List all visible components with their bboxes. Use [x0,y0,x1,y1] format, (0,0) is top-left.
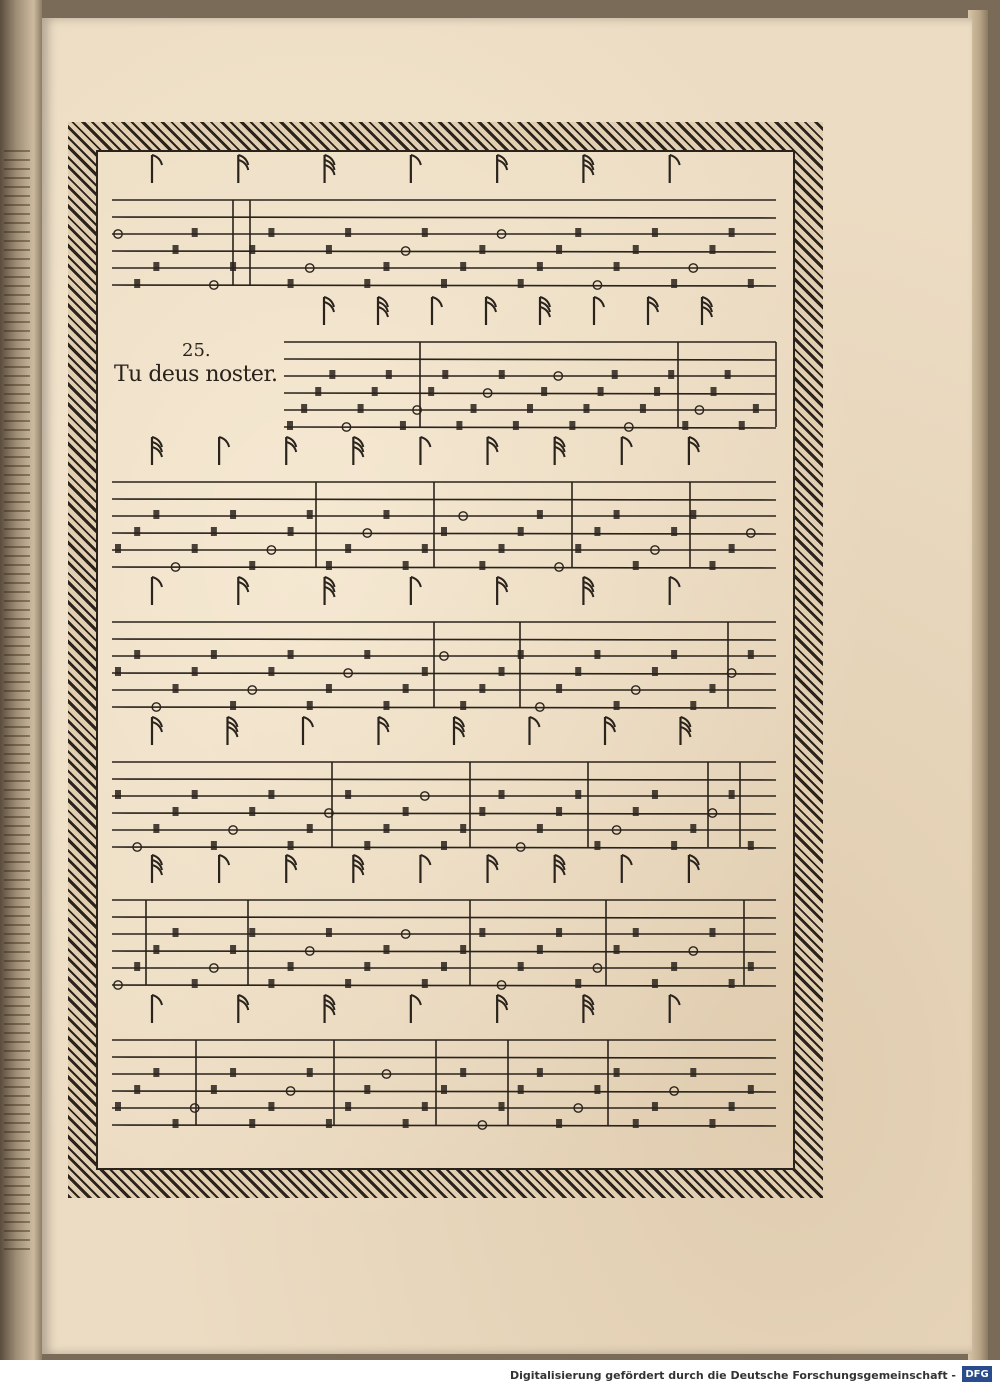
fret-mark [386,370,392,379]
fret-mark [301,404,307,413]
fret-mark [249,1119,255,1128]
staff-line [112,917,776,918]
fret-mark [575,979,581,988]
fret-mark [345,979,351,988]
fret-mark [383,510,389,519]
fret-mark [173,684,179,693]
fret-mark [460,701,466,710]
fret-mark [739,421,745,430]
fret-mark [556,807,562,816]
fret-mark [329,370,335,379]
fret-mark [211,1085,217,1094]
staff-line [284,359,776,360]
fret-mark [422,979,428,988]
fret-mark [671,841,677,850]
fret-mark [383,824,389,833]
rhythm-flag [530,717,540,727]
fret-mark [479,561,485,570]
fret-mark [652,790,658,799]
fret-mark [652,228,658,237]
fret-mark [594,650,600,659]
fret-mark [690,510,696,519]
fret-mark [460,824,466,833]
fret-mark [575,790,581,799]
fret-mark [173,1119,179,1128]
rhythm-flag [152,155,162,165]
fret-mark [753,404,759,413]
fret-mark [115,790,121,799]
fret-mark [575,544,581,553]
fret-mark [671,279,677,288]
fret-mark [115,544,121,553]
fret-mark [479,928,485,937]
fret-mark [690,824,696,833]
fret-mark [654,387,660,396]
fret-mark [460,945,466,954]
fret-mark [192,667,198,676]
fret-mark [326,1119,332,1128]
fret-mark [173,245,179,254]
fret-mark [230,945,236,954]
fret-mark [364,962,370,971]
fret-mark [307,1068,313,1077]
fret-mark [537,824,543,833]
staff-line [112,1057,776,1058]
staff-line [112,639,776,640]
fret-mark [153,824,159,833]
fret-mark [537,945,543,954]
rhythm-flag [670,155,680,165]
fret-mark [612,370,618,379]
fret-mark [249,807,255,816]
fret-mark [594,1085,600,1094]
dfg-logo: DFG [962,1366,992,1382]
fret-mark [403,561,409,570]
fret-mark [640,404,646,413]
fret-mark [268,790,274,799]
fret-mark [326,561,332,570]
fret-mark [575,667,581,676]
fret-mark [541,387,547,396]
fret-mark [326,684,332,693]
fret-mark [729,790,735,799]
fret-mark [518,527,524,536]
fret-mark [456,421,462,430]
fret-mark [729,1102,735,1111]
rhythm-flag [411,155,421,165]
fret-mark [614,262,620,271]
fret-mark [671,527,677,536]
rhythm-flag [670,995,680,1005]
fret-mark [326,928,332,937]
rhythm-flag [219,855,229,865]
fret-mark [173,928,179,937]
rhythm-flag [152,577,162,587]
staff-line [112,217,776,218]
piece-number: 25. [182,340,211,361]
fret-mark [518,650,524,659]
staff-line [112,567,776,568]
fret-mark [211,841,217,850]
fret-mark [428,387,434,396]
fret-mark [441,841,447,850]
fret-mark [364,841,370,850]
fret-mark [134,527,140,536]
staff-line [284,427,776,428]
fret-mark [364,1085,370,1094]
fret-mark [709,245,715,254]
rhythm-flag [303,717,313,727]
fret-mark [192,228,198,237]
fret-mark [633,928,639,937]
fret-mark [173,807,179,816]
fret-mark [153,262,159,271]
fret-mark [748,650,754,659]
rhythm-flag [420,437,430,447]
fret-mark [709,1119,715,1128]
fret-mark [518,279,524,288]
fret-mark [134,962,140,971]
fret-mark [249,561,255,570]
fret-mark [287,421,293,430]
fret-mark [729,979,735,988]
fret-mark [633,245,639,254]
fret-mark [518,1085,524,1094]
fret-mark [288,650,294,659]
fret-mark [192,544,198,553]
fret-mark [614,701,620,710]
rhythm-flag [670,577,680,587]
fret-mark [211,650,217,659]
staff-line [112,779,776,780]
fret-mark [249,928,255,937]
fret-mark [315,387,321,396]
fret-mark [230,510,236,519]
fret-mark [633,807,639,816]
staff-line [112,673,776,674]
fret-mark [268,228,274,237]
fret-mark [537,510,543,519]
fret-mark [307,510,313,519]
fret-mark [652,667,658,676]
rhythm-flag [432,297,442,307]
fret-mark [441,962,447,971]
fret-mark [403,684,409,693]
fret-mark [690,1068,696,1077]
fret-mark [249,245,255,254]
fret-mark [115,667,121,676]
fret-mark [358,404,364,413]
rhythm-flag [152,995,162,1005]
fret-mark [422,667,428,676]
fret-mark [583,404,589,413]
fret-mark [682,421,688,430]
fret-mark [729,228,735,237]
fret-mark [326,245,332,254]
staff-line [112,251,776,252]
fret-mark [499,790,505,799]
fret-mark [537,1068,543,1077]
fret-mark [709,928,715,937]
fret-mark [153,510,159,519]
fret-mark [134,650,140,659]
fret-mark [690,701,696,710]
fret-mark [441,279,447,288]
fret-mark [556,684,562,693]
fret-mark [268,1102,274,1111]
rhythm-flag [622,437,632,447]
footer-credit: Digitalisierung gefördert durch die Deutsche Forschungsgemeinschaft - [509,1369,956,1382]
fret-mark [442,370,448,379]
staff-line [112,985,776,986]
fret-mark [668,370,674,379]
fret-mark [372,387,378,396]
fret-mark [422,1102,428,1111]
fret-mark [345,228,351,237]
fret-mark [345,1102,351,1111]
fret-mark [211,527,217,536]
fret-mark [556,1119,562,1128]
staff-line [112,707,776,708]
rhythm-flag [411,577,421,587]
fret-mark [729,544,735,553]
fret-mark [518,962,524,971]
fret-mark [288,279,294,288]
fret-mark [652,979,658,988]
fret-mark [499,544,505,553]
fret-mark [288,841,294,850]
rhythm-flag [420,855,430,865]
fret-mark [230,701,236,710]
fret-mark [499,370,505,379]
fret-mark [709,561,715,570]
fret-mark [403,1119,409,1128]
open-string-mark [689,947,697,955]
open-string-mark [747,529,755,537]
fret-mark [671,962,677,971]
fret-mark [345,790,351,799]
fret-mark [499,667,505,676]
fret-mark [537,262,543,271]
fret-mark [400,421,406,430]
fret-mark [471,404,477,413]
fret-mark [192,979,198,988]
fret-mark [499,1102,505,1111]
fret-mark [383,262,389,271]
fret-mark [556,245,562,254]
fret-mark [268,979,274,988]
fret-mark [748,962,754,971]
fret-mark [513,421,519,430]
fret-mark [748,841,754,850]
open-string-mark [670,1087,678,1095]
fret-mark [527,404,533,413]
rhythm-flag [594,297,604,307]
fret-mark [115,1102,121,1111]
fret-mark [479,807,485,816]
fret-mark [569,421,575,430]
fret-mark [748,1085,754,1094]
fret-mark [192,790,198,799]
fret-mark [364,650,370,659]
fret-mark [230,262,236,271]
fret-mark [403,807,409,816]
open-string-mark [708,809,716,817]
fret-mark [422,228,428,237]
fret-mark [134,279,140,288]
fret-mark [268,667,274,676]
rhythm-flag [622,855,632,865]
fret-mark [288,527,294,536]
fret-mark [575,228,581,237]
fret-mark [652,1102,658,1111]
fret-mark [460,1068,466,1077]
fret-mark [614,1068,620,1077]
staff-line [112,951,776,952]
fret-mark [460,262,466,271]
staff-line [284,393,776,394]
fret-mark [725,370,731,379]
fret-mark [556,928,562,937]
staff-line [112,1125,776,1126]
fret-mark [614,945,620,954]
fret-mark [594,841,600,850]
fret-mark [383,701,389,710]
rhythm-flag [219,437,229,447]
fret-mark [479,245,485,254]
fret-mark [153,945,159,954]
fret-mark [709,684,715,693]
fret-mark [614,510,620,519]
fret-mark [383,945,389,954]
fret-mark [441,1085,447,1094]
fret-mark [230,1068,236,1077]
fret-mark [134,1085,140,1094]
rhythm-flag [411,995,421,1005]
fret-mark [633,561,639,570]
fret-mark [422,544,428,553]
fret-mark [307,701,313,710]
fret-mark [479,684,485,693]
fret-mark [345,544,351,553]
fret-mark [288,962,294,971]
fret-mark [153,1068,159,1077]
fret-mark [598,387,604,396]
fret-mark [364,279,370,288]
staff-line [112,499,776,500]
fret-mark [711,387,717,396]
staff-line [112,813,776,814]
fret-mark [594,527,600,536]
fret-mark [633,1119,639,1128]
fret-mark [671,650,677,659]
fret-mark [748,279,754,288]
fret-mark [441,527,447,536]
piece-title: Tu deus noster. [114,362,278,387]
fret-mark [307,824,313,833]
